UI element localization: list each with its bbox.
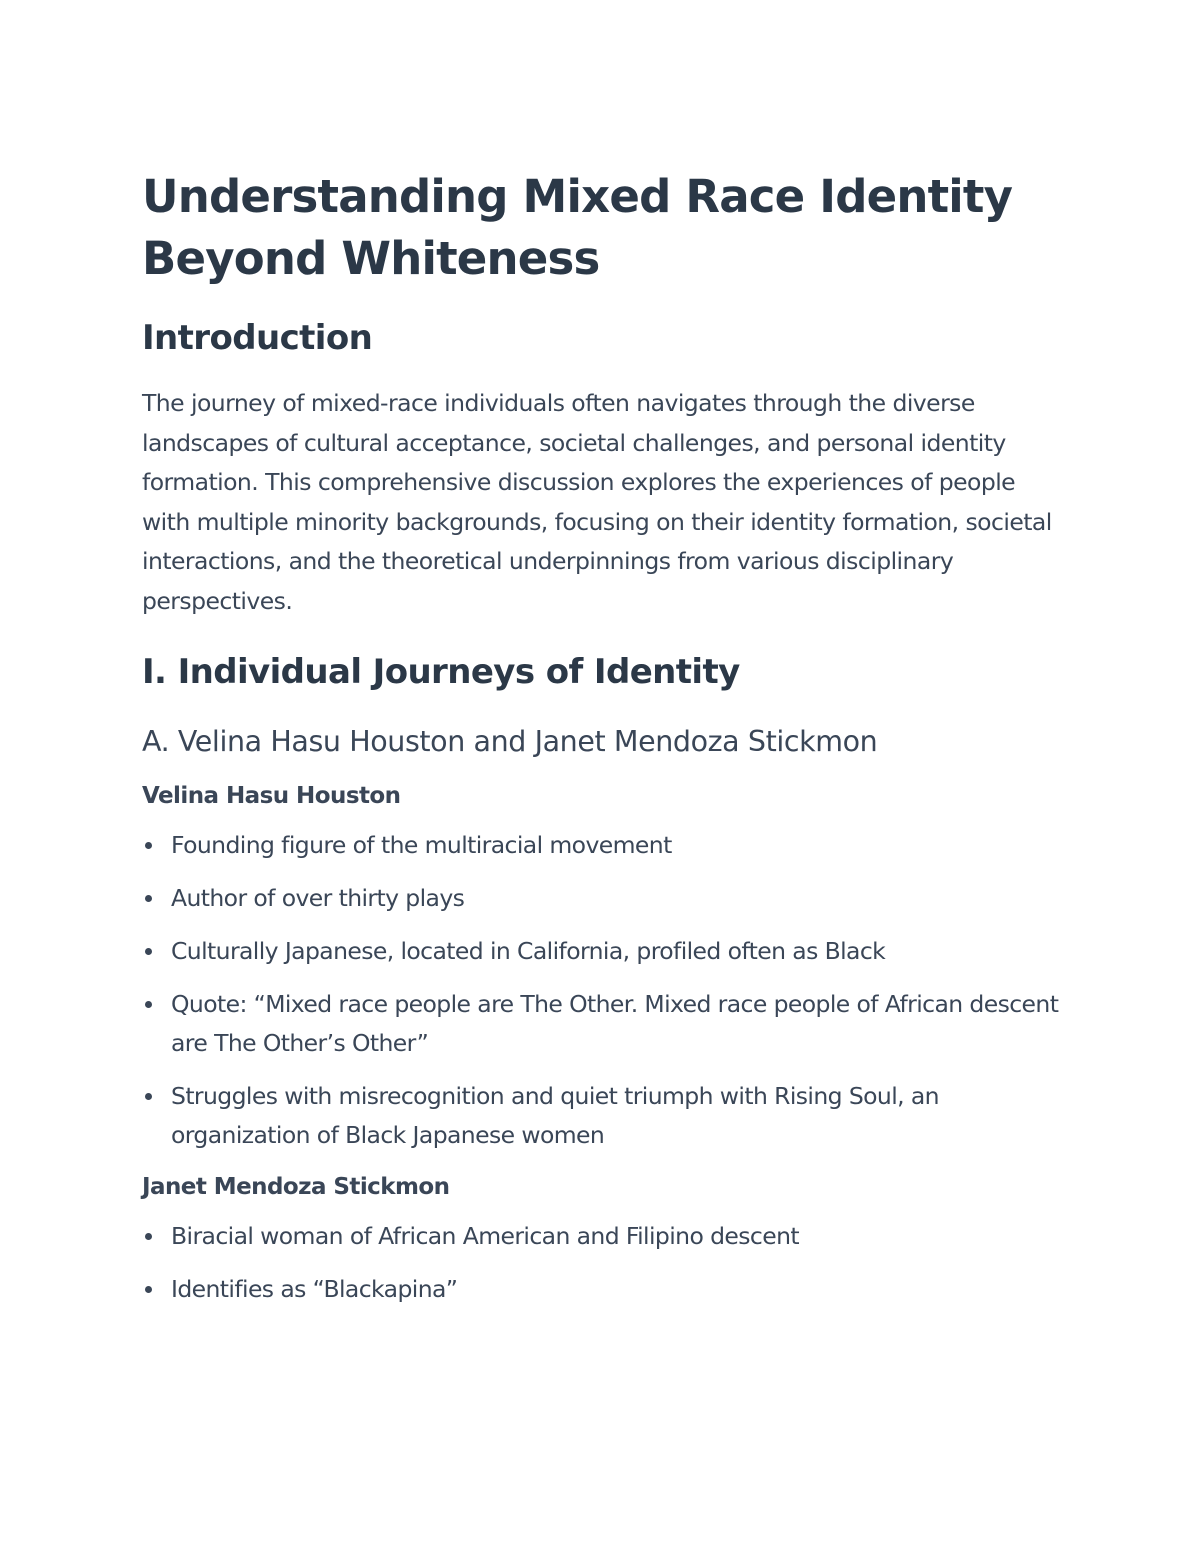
list-item xyxy=(142,879,1062,918)
stickmon-bullet-list xyxy=(142,1217,1062,1309)
person-heading-stickmon: Janet Mendoza Stickmon xyxy=(142,1174,450,1200)
list-item xyxy=(142,1077,1062,1155)
list-item xyxy=(142,932,1062,971)
bullet-icon xyxy=(145,895,152,902)
list-item xyxy=(142,1270,1062,1309)
list-item xyxy=(142,1217,1062,1256)
section-heading: I. Individual Journeys of Identity xyxy=(142,652,740,692)
subsection-heading: A. Velina Hasu Houston and Janet Mendoza Stickmon xyxy=(142,725,878,758)
list-item-text: Culturally Japanese, located in California, profiled often as Black xyxy=(171,937,886,965)
intro-heading: Introduction xyxy=(142,318,373,358)
list-item xyxy=(142,985,1062,1063)
bullet-icon xyxy=(145,948,152,955)
bullet-icon xyxy=(145,1286,152,1293)
document-title: Understanding Mixed Race Identity Beyond Whiteness xyxy=(142,170,1013,285)
bullet-icon xyxy=(145,1233,152,1240)
houston-bullet-list xyxy=(142,826,1062,1155)
bullet-icon xyxy=(145,1001,152,1008)
list-item-text: Author of over thirty plays xyxy=(171,884,465,912)
list-item-text: Biracial woman of African American and Filipino descent xyxy=(171,1222,799,1250)
list-item-text: Quote: “Mixed race people are The Other. Mixed race people of African descent are The Other’s Other” xyxy=(171,990,1059,1057)
bullet-icon xyxy=(145,842,152,849)
document-page xyxy=(142,166,1062,1309)
list-item xyxy=(142,826,1062,865)
list-item-text: Identifies as “Blackapina” xyxy=(171,1275,458,1303)
list-item-text: Struggles with misrecognition and quiet triumph with Rising Soul, an organization of Black Japanese women xyxy=(171,1082,939,1149)
list-item-text: Founding figure of the multiracial movement xyxy=(171,831,672,859)
intro-paragraph: The journey of mixed-race individuals often navigates through the diverse landscapes of cultural acceptance, societal challenges, and personal identity formation. This comprehensive discussion explores the experiences of people with multiple minority backgrounds, focusing on their identity formation, societal interactions, and the theoretical underpinnings from various disciplinary perspectives. xyxy=(142,389,1052,615)
bullet-icon xyxy=(145,1093,152,1100)
person-heading-houston: Velina Hasu Houston xyxy=(142,783,401,809)
